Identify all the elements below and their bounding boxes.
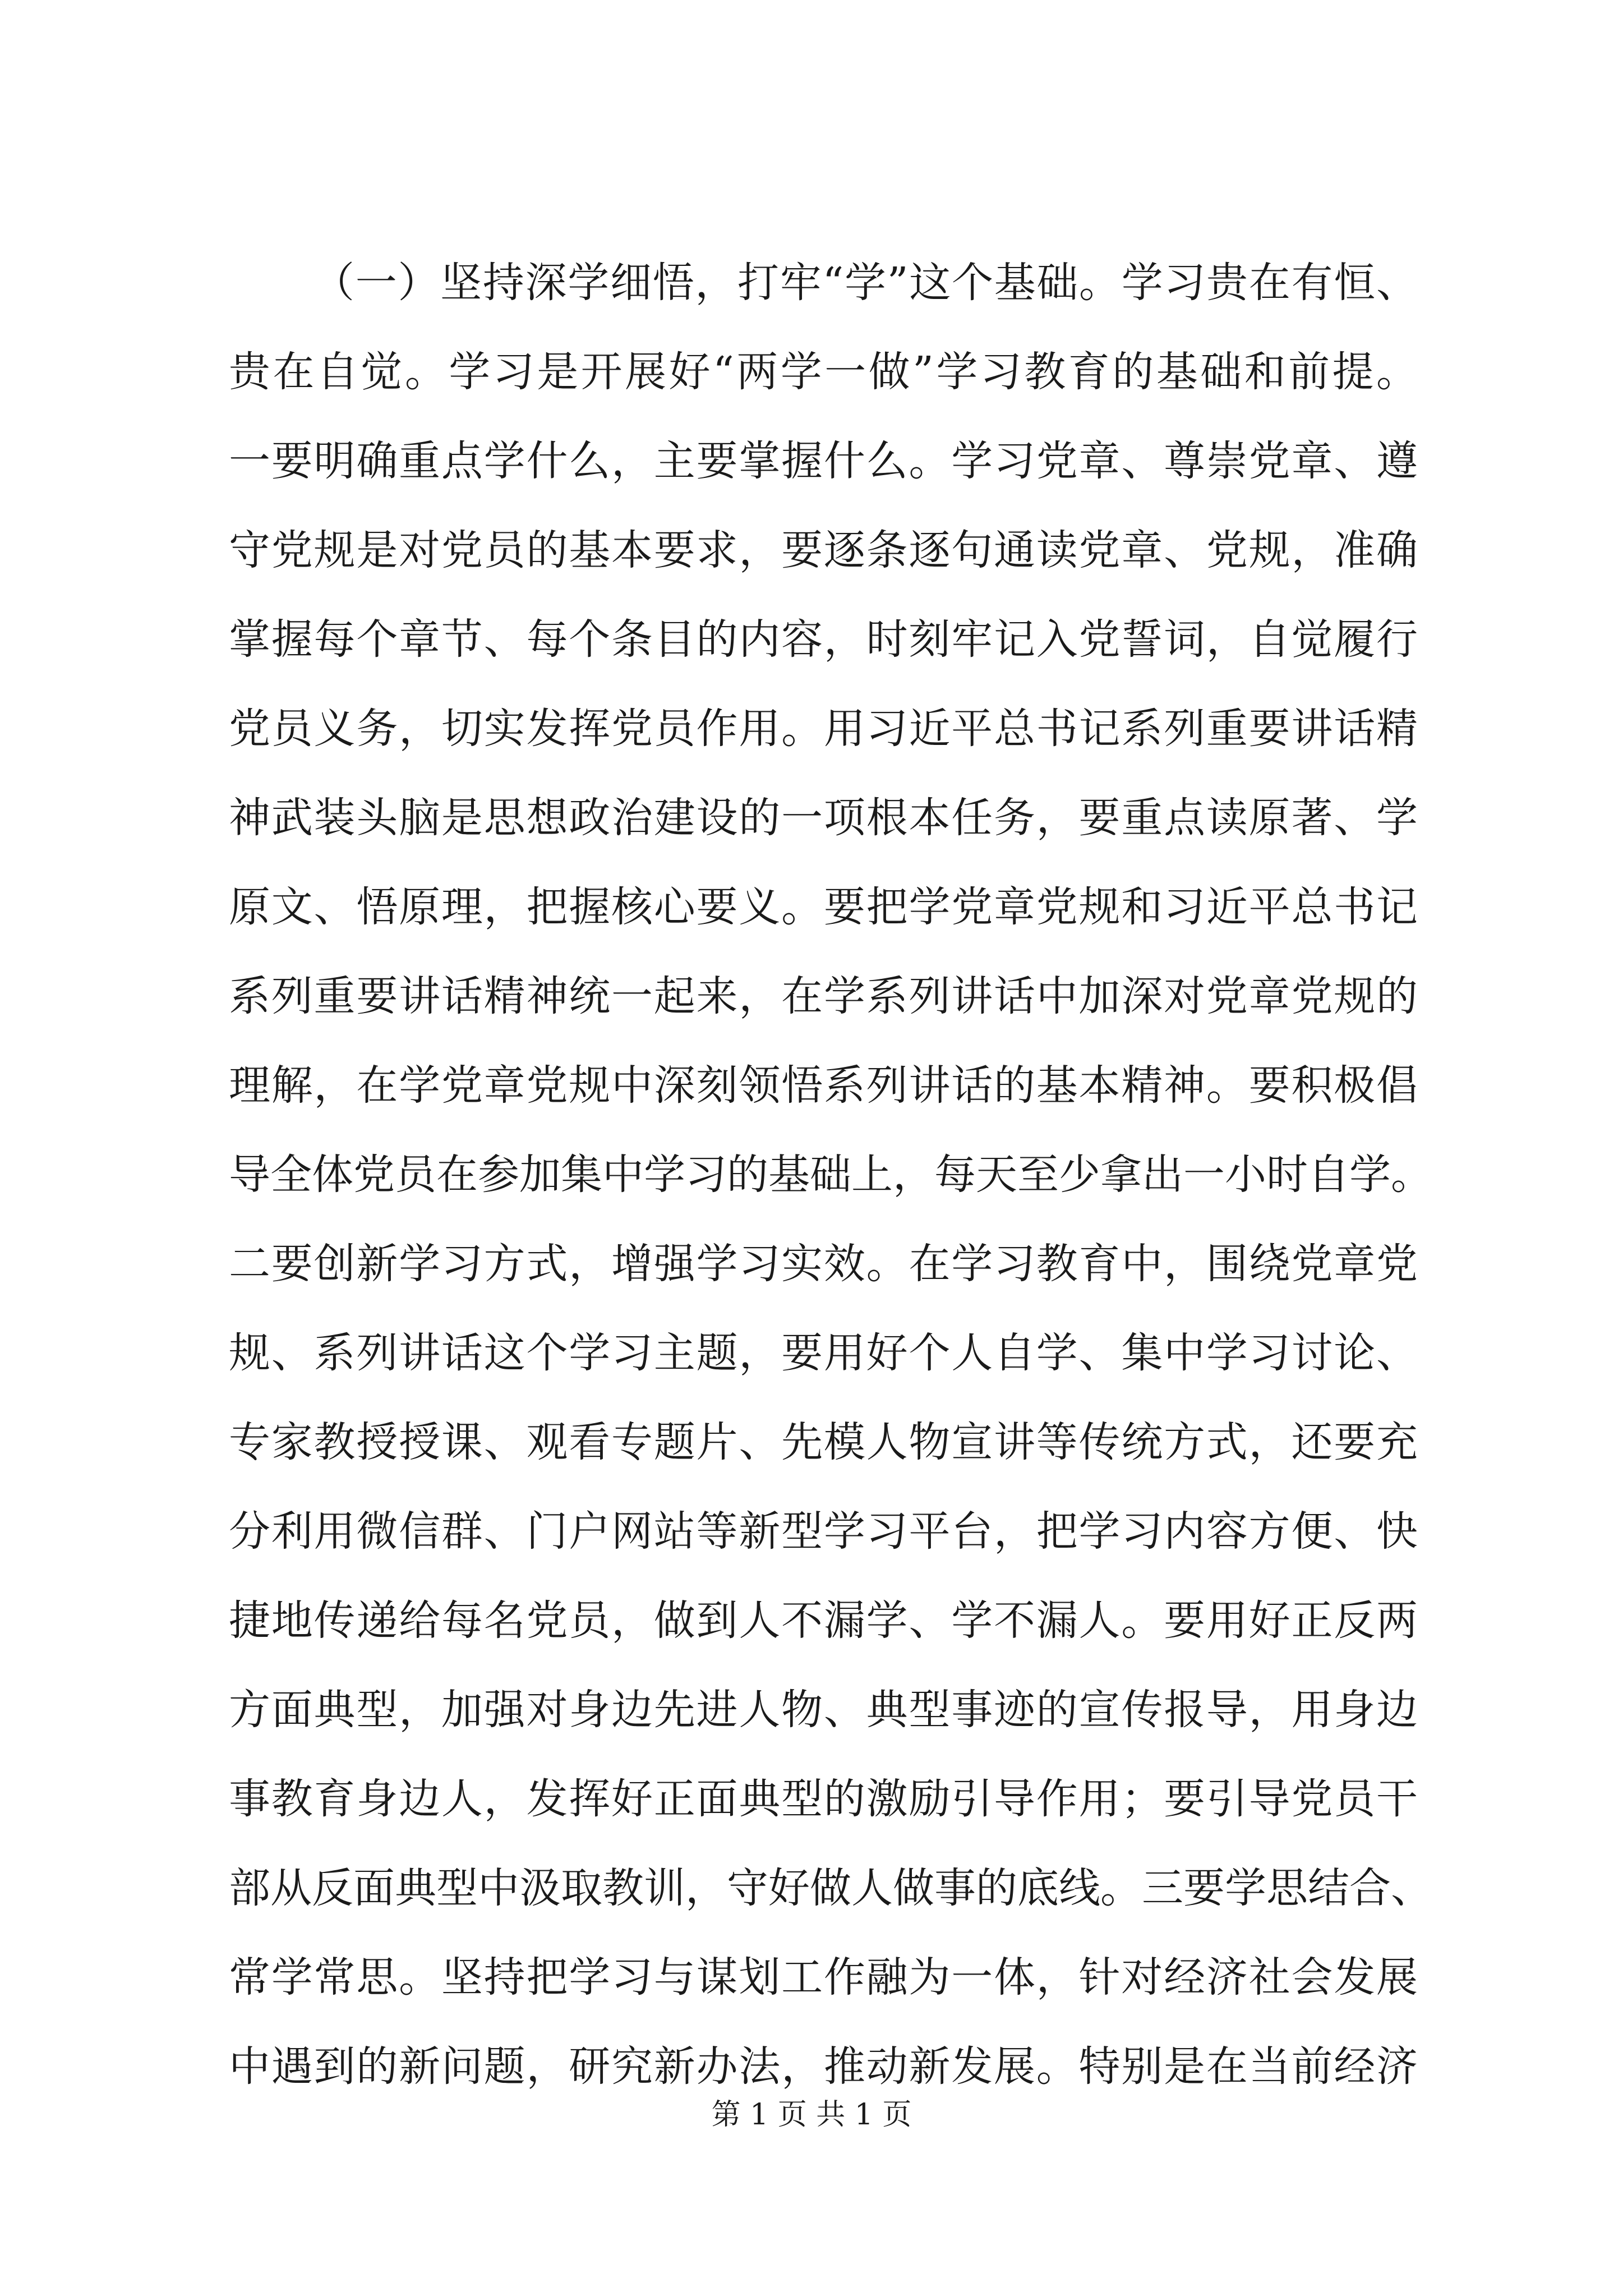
paragraph-line: 部从反面典型中汲取教训，守好做人做事的底线。三要学思结合、 xyxy=(229,1864,1432,1912)
paragraph-line: 一要明确重点学什么，主要掌握什么。学习党章、尊崇党章、遵 xyxy=(229,437,1418,485)
paragraph-line: 规、系列讲话这个学习主题，要用好个人自学、集中学习讨论、 xyxy=(229,1329,1418,1377)
paragraph-line: 捷地传递给每名党员，做到人不漏学、学不漏人。要用好正反两 xyxy=(229,1596,1418,1645)
paragraph-line: 专家教授授课、观看专题片、先模人物宣讲等传统方式，还要充 xyxy=(229,1418,1418,1466)
paragraph-line: 分利用微信群、门户网站等新型学习平台，把学习内容方便、快 xyxy=(229,1507,1418,1556)
paragraph-line: 事教育身边人，发挥好正面典型的激励引导作用；要引导党员干 xyxy=(229,1775,1418,1823)
paragraph-line: 理解，在学党章党规中深刻领悟系列讲话的基本精神。要积极倡 xyxy=(229,1061,1418,1110)
paragraph-line: 党员义务，切实发挥党员作用。用习近平总书记系列重要讲话精 xyxy=(229,705,1418,753)
paragraph-line: 常学常思。坚持把学习与谋划工作融为一体，针对经济社会发展 xyxy=(229,1953,1418,2001)
paragraph-line: 贵在自觉。学习是开展好“两学一做”学习教育的基础和前提。 xyxy=(229,348,1418,396)
paragraph-line: 二要创新学习方式，增强学习实效。在学习教育中，围绕党章党 xyxy=(229,1240,1418,1288)
paragraph-line: 系列重要讲话精神统一起来，在学系列讲话中加深对党章党规的 xyxy=(229,972,1418,1020)
paragraph-line: 守党规是对党员的基本要求，要逐条逐句通读党章、党规，准确 xyxy=(229,526,1418,574)
paragraph-line: 神武装头脑是思想政治建设的一项根本任务，要重点读原著、学 xyxy=(229,794,1418,842)
paragraph-line: 掌握每个章节、每个条目的内容，时刻牢记入党誓词，自觉履行 xyxy=(229,615,1418,664)
body-paragraph xyxy=(229,238,1432,2111)
paragraph-line: 导全体党员在参加集中学习的基础上，每天至少拿出一小时自学。 xyxy=(229,1151,1432,1199)
paragraph-line: （一）坚持深学细悟，打牢“学”这个基础。学习贵在有恒、 xyxy=(313,259,1418,307)
paragraph-line: 中遇到的新问题，研究新办法，推动新发展。特别是在当前经济 xyxy=(229,2042,1418,2091)
page-footer: 第 1 页 共 1 页 xyxy=(711,2098,912,2132)
paragraph-line: 原文、悟原理，把握核心要义。要把学党章党规和习近平总书记 xyxy=(229,883,1418,931)
paragraph-line: 方面典型，加强对身边先进人物、典型事迹的宣传报导，用身边 xyxy=(229,1686,1418,1734)
